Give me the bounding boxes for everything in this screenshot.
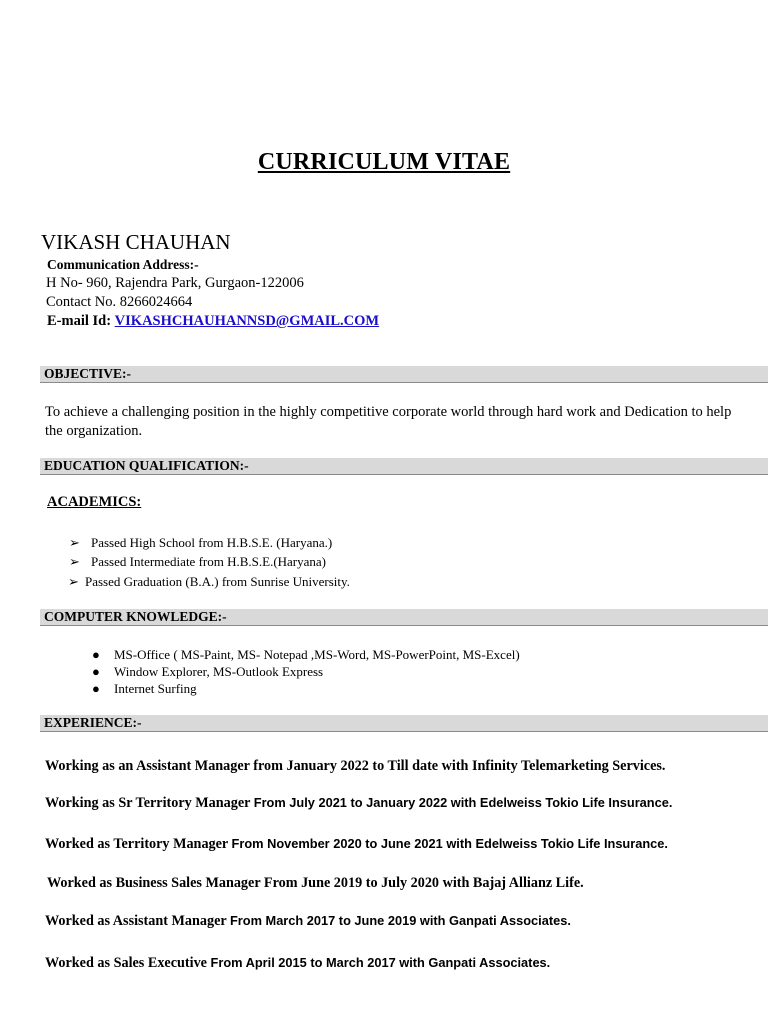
address-label: Communication Address:- (47, 257, 199, 272)
experience-item: Worked as Territory Manager From November 2020 to June 2021 with Edelweiss Tokio Life Insurance. (45, 836, 668, 852)
address-text: H No- 960, Rajendra Park, Gurgaon-122006 (46, 275, 304, 291)
email-label: E-mail Id: (47, 313, 112, 329)
academics-subheading: ACADEMICS: (47, 494, 142, 510)
candidate-name: VIKASH CHAUHAN (41, 230, 231, 254)
experience-item: Working as an Assistant Manager from January 2022 to Till date with Infinity Telemarketing Services. (45, 758, 666, 774)
arrow-bullet-icon: ➢ (69, 535, 80, 550)
phone-text: Contact No. 8266024664 (46, 294, 193, 310)
experience-heading-band (40, 715, 768, 732)
arrow-bullet-icon: ➢ (69, 554, 80, 569)
computer-heading-band (40, 609, 768, 626)
list-item: ● MS-Office ( MS-Paint, MS- Notepad ,MS-Word, MS-PowerPoint, MS-Excel) (92, 647, 520, 662)
email-row (47, 313, 379, 330)
document-title: CURRICULUM VITAE (257, 149, 511, 175)
objective-heading: OBJECTIVE:- (44, 366, 132, 381)
experience-item: Worked as Business Sales Manager From June 2019 to July 2020 with Bajaj Allianz Life. (47, 875, 584, 891)
list-item: ● Window Explorer, MS-Outlook Express (92, 664, 324, 679)
bullet-icon: ● (92, 681, 100, 696)
experience-item: Worked as Assistant Manager From March 2017 to June 2019 with Ganpati Associates. (45, 913, 571, 929)
education-heading: EDUCATION QUALIFICATION:- (44, 458, 249, 473)
arrow-bullet-icon: ➢ (68, 574, 79, 589)
experience-heading: EXPERIENCE:- (44, 715, 142, 730)
computer-heading: COMPUTER KNOWLEDGE:- (44, 609, 227, 624)
list-item: ● Internet Surfing (92, 681, 197, 696)
list-item: ➢ Passed High School from H.B.S.E. (Haryana.) (69, 535, 333, 550)
list-item: ➢ Passed Graduation (B.A.) from Sunrise University. (68, 574, 350, 589)
email-link[interactable]: VIKASHCHAUHANNSD@GMAIL.COM (114, 313, 380, 329)
list-item: ➢ Passed Intermediate from H.B.S.E.(Haryana) (69, 554, 327, 569)
bullet-icon: ● (92, 664, 100, 679)
education-heading-band (40, 458, 768, 475)
objective-text: To achieve a challenging position in the highly competitive corporate world through hard work and Dedication to help the organization. (45, 404, 732, 439)
experience-item: Worked as Sales Executive From April 2015 to March 2017 with Ganpati Associates. (45, 955, 551, 971)
bullet-icon: ● (92, 647, 100, 662)
objective-heading-band (40, 366, 768, 383)
experience-item: Working as Sr Territory Manager From July 2021 to January 2022 with Edelweiss Tokio Life Insurance. (45, 795, 673, 811)
